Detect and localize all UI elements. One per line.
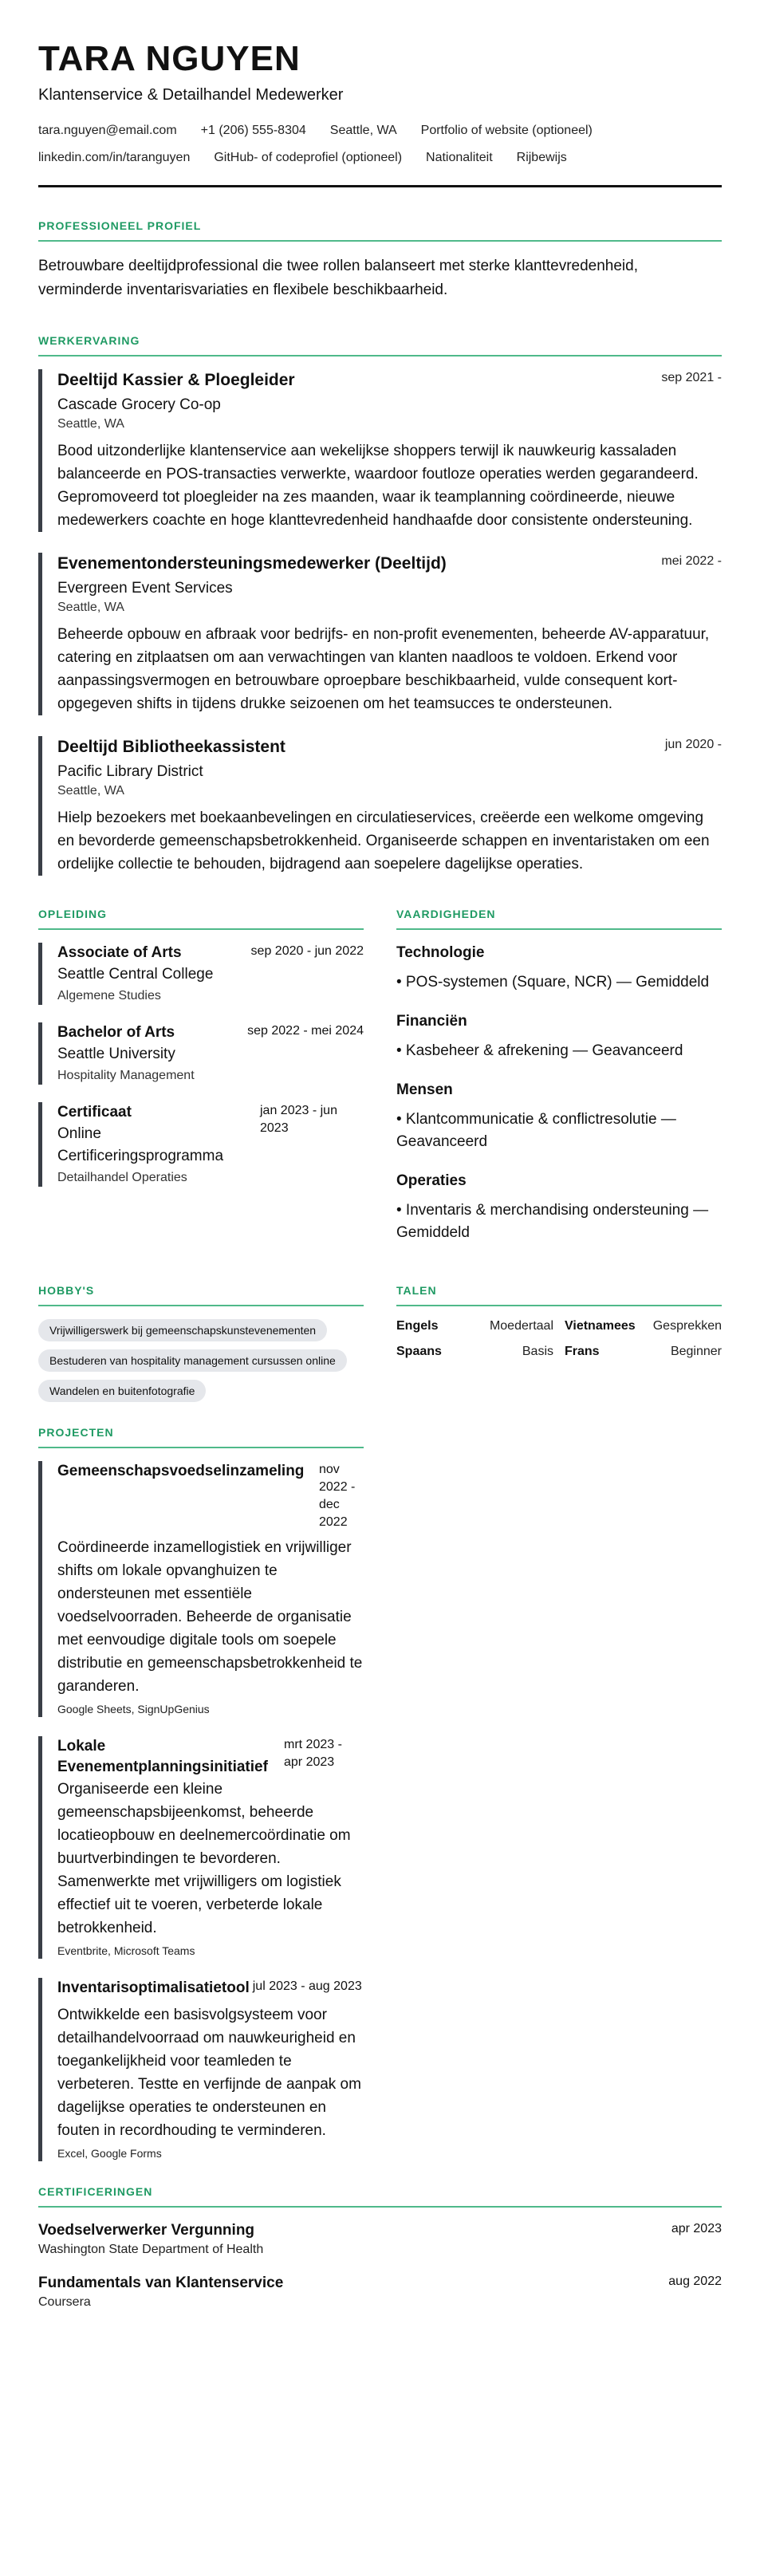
section-title-profile: PROFESSIONEEL PROFIEL xyxy=(38,219,722,242)
language-level: Gesprekken xyxy=(652,1319,722,1333)
header-divider xyxy=(38,185,722,187)
edu-field: Detailhandel Operaties xyxy=(57,1171,187,1184)
contact-list xyxy=(38,123,722,166)
language-list xyxy=(396,1319,722,1359)
language-level: Beginner xyxy=(670,1345,722,1358)
contact-email[interactable]: tara.nguyen@email.com xyxy=(38,124,177,137)
job-employer: Cascade Grocery Co-op xyxy=(57,396,221,413)
edu-degree: Certificaat xyxy=(57,1104,132,1121)
education-entry xyxy=(38,1022,364,1085)
certification-issuer: Coursera xyxy=(38,2295,91,2309)
skill-group xyxy=(396,1080,722,1153)
section-title-experience: WERKERVARING xyxy=(38,334,722,356)
certification-entry xyxy=(38,2220,722,2259)
project-date: mrt 2023 - apr 2023 xyxy=(284,1738,342,1769)
contact-nationality: Nationaliteit xyxy=(426,151,493,164)
hobbies-languages-row xyxy=(38,1284,722,1402)
contact-github[interactable]: GitHub- of codeprofiel (optioneel) xyxy=(214,151,403,164)
skill-category: Financiën xyxy=(396,1013,467,1030)
project-tools: Google Sheets, SignUpGenius xyxy=(57,1703,210,1715)
education-entry xyxy=(38,943,364,1005)
skill-item: • POS-systemen (Square, NCR) — Gemiddeld xyxy=(396,974,710,991)
language-name: Frans xyxy=(565,1345,600,1358)
candidate-name: TARA NGUYEN xyxy=(38,39,301,78)
experience-entry xyxy=(38,736,722,876)
project-date: nov 2022 - dec 2022 xyxy=(319,1463,356,1529)
hobby-list xyxy=(38,1319,364,1402)
job-employer: Pacific Library District xyxy=(57,763,203,780)
job-location: Seattle, WA xyxy=(57,417,124,431)
job-date: mei 2022 - xyxy=(661,554,722,568)
certification-date: aug 2022 xyxy=(668,2275,722,2288)
project-entry xyxy=(38,1978,364,2161)
edu-degree: Associate of Arts xyxy=(57,944,182,961)
job-location: Seattle, WA xyxy=(57,784,124,798)
experience-section xyxy=(38,334,722,876)
language-name: Engels xyxy=(396,1319,439,1333)
edu-field: Hospitality Management xyxy=(57,1069,195,1082)
project-title: Gemeenschapsvoedselinzameling xyxy=(57,1463,305,1479)
skill-group xyxy=(396,1011,722,1062)
experience-entry xyxy=(38,369,722,532)
job-description: Bood uitzonderlijke klantenservice aan wekelijkse shoppers terwijl ik nauwkeurig kassaladen balanceerde en POS-transacties verwerkte, waardoor foutloze operaties werden gegarandeerd. Gepromoveerd tot ploegleider na zes maanden, waar ik teamplanning coördineerde, nieuwe medewerkers coachte en hoge klanttevredenheid handhaafde door consistente ondersteuning. xyxy=(57,443,699,529)
edu-date: sep 2022 - mei 2024 xyxy=(247,1024,364,1038)
language-item xyxy=(396,1345,553,1359)
languages-section xyxy=(396,1284,722,1402)
language-name: Spaans xyxy=(396,1345,442,1358)
project-entry xyxy=(38,1461,364,1717)
edu-date: jan 2023 - jun 2023 xyxy=(260,1104,337,1135)
edu-degree: Bachelor of Arts xyxy=(57,1024,175,1041)
profile-section xyxy=(38,219,722,302)
experience-entry xyxy=(38,553,722,715)
section-title-skills: VAARDIGHEDEN xyxy=(396,908,722,930)
profile-text: Betrouwbare deeltijdprofessional die twee rollen balanseert met sterke klanttevredenheid, verminderde inventarisvariaties en flexibele beschikbaarheid. xyxy=(38,258,638,298)
contact-license: Rijbewijs xyxy=(516,151,567,164)
language-level: Moedertaal xyxy=(489,1319,553,1333)
skills-section xyxy=(396,908,722,1262)
certifications-section xyxy=(38,2185,722,2311)
section-title-languages: TALEN xyxy=(396,1284,722,1306)
job-date: jun 2020 - xyxy=(664,738,722,751)
hobbies-section xyxy=(38,1284,364,1402)
skill-item: • Klantcommunicatie & conflictresolutie — Geavanceerd xyxy=(396,1111,676,1150)
education-entry xyxy=(38,1102,364,1187)
job-title: Evenementondersteuningsmedewerker (Deeltijd) xyxy=(57,554,447,573)
project-entry xyxy=(38,1736,364,1959)
education-skills-row xyxy=(38,908,722,1262)
project-title: Lokale Evenementplanningsinitiatief xyxy=(57,1738,268,1775)
skill-group xyxy=(396,1171,722,1244)
job-location: Seattle, WA xyxy=(57,601,124,614)
job-employer: Evergreen Event Services xyxy=(57,580,233,597)
skill-category: Operaties xyxy=(396,1172,467,1189)
project-description: Coördineerde inzamellogistiek en vrijwilliger shifts om lokale opvanghuizen te ondersteunen met essentiële voedselvoorraden. Beheerde de organisatie met eenvoudige digitale tools om soepele distributie en gemeenschapsbetrokkenheid te garanderen. xyxy=(57,1539,363,1695)
certification-name: Voedselverwerker Vergunning xyxy=(38,2222,255,2239)
contact-linkedin[interactable]: linkedin.com/in/taranguyen xyxy=(38,151,191,164)
hobby-chip: Bestuderen van hospitality management cursussen online xyxy=(38,1349,347,1372)
job-date: sep 2021 - xyxy=(661,371,722,384)
job-title: Deeltijd Kassier & Ploegleider xyxy=(57,371,295,389)
certification-entry xyxy=(38,2273,722,2311)
hobby-chip: Vrijwilligerswerk bij gemeenschapskunstevenementen xyxy=(38,1319,327,1341)
job-title: Deeltijd Bibliotheekassistent xyxy=(57,738,285,756)
language-name: Vietnamees xyxy=(565,1319,636,1333)
edu-school: Seattle University xyxy=(57,1046,175,1062)
resume-header xyxy=(38,38,722,187)
skill-item: • Inventaris & merchandising ondersteuning — Gemiddeld xyxy=(396,1202,709,1241)
certification-date: apr 2023 xyxy=(671,2222,722,2235)
certification-name: Fundamentals van Klantenservice xyxy=(38,2275,284,2291)
project-title: Inventarisoptimalisatietool xyxy=(57,1979,250,1996)
section-title-education: OPLEIDING xyxy=(38,908,364,930)
language-item xyxy=(565,1319,722,1333)
hobby-chip: Wandelen en buitenfotografie xyxy=(38,1380,206,1402)
project-tools: Eventbrite, Microsoft Teams xyxy=(57,1944,195,1957)
edu-date: sep 2020 - jun 2022 xyxy=(250,944,364,958)
contact-location: Seattle, WA xyxy=(329,124,397,137)
skill-category: Technologie xyxy=(396,944,485,961)
skill-item: • Kasbeheer & afrekening — Geavanceerd xyxy=(396,1042,683,1059)
skill-category: Mensen xyxy=(396,1081,453,1098)
contact-portfolio[interactable]: Portfolio of website (optioneel) xyxy=(420,124,593,137)
project-description: Organiseerde een kleine gemeenschapsbijeenkomst, beheerde locatieopbouw en deelnemercoördinatie om buurtverbindingen te bevorderen. Samenwerkte met vrijwilligers om logistiek effectief uit te voeren, verbeterde lokale betrokkenheid. xyxy=(57,1781,351,1936)
project-tools: Excel, Google Forms xyxy=(57,2147,162,2160)
edu-school: Online Certificeringsprogramma xyxy=(57,1125,224,1164)
education-section xyxy=(38,908,364,1262)
job-description: Hielp bezoekers met boekaanbevelingen en circulatieservices, creëerde een welkome omgeving en bevorderde gemeenschapsbetrokkenheid. Organiseerde schappen en inventaristaken om een ordelijke collectie te behouden, bijdragend aan soepelere dagelijkse operaties. xyxy=(57,809,710,872)
project-description: Ontwikkelde een basisvolgsysteem voor detailhandelvoorraad om nauwkeurigheid en toegankelijkheid voor teamleden te verbeteren. Testte en verfijnde de aanpak om dagelijkse operaties te ondersteunen en fouten in recordhouding te verminderen. xyxy=(57,2007,361,2139)
language-item xyxy=(565,1345,722,1359)
contact-phone[interactable]: +1 (206) 555-8304 xyxy=(200,124,306,137)
certification-issuer: Washington State Department of Health xyxy=(38,2243,264,2256)
edu-school: Seattle Central College xyxy=(57,966,214,983)
section-title-projects: PROJECTEN xyxy=(38,1426,364,1448)
candidate-subtitle: Klantenservice & Detailhandel Medewerker xyxy=(38,86,344,104)
projects-section xyxy=(38,1426,722,2161)
job-description: Beheerde opbouw en afbraak voor bedrijfs- en non-profit evenementen, beheerde AV-apparatuur, catering en zitplaatsen om aan verwachtingen van klanten naadloos te voldoen. Erkend voor aanpassingsvermogen en betrouwbare oproepbare beschikbaarheid, vulde consequent kort-opgegeven shifts in tijdens drukke seizoenen om het teamsucces te ondersteunen. xyxy=(57,626,710,712)
section-title-hobbies: HOBBY'S xyxy=(38,1284,364,1306)
language-level: Basis xyxy=(522,1345,553,1358)
language-item xyxy=(396,1319,553,1333)
edu-field: Algemene Studies xyxy=(57,989,161,1002)
skill-group xyxy=(396,943,722,994)
project-date: jul 2023 - aug 2023 xyxy=(252,1979,362,1993)
section-title-certifications: CERTIFICERINGEN xyxy=(38,2185,722,2208)
